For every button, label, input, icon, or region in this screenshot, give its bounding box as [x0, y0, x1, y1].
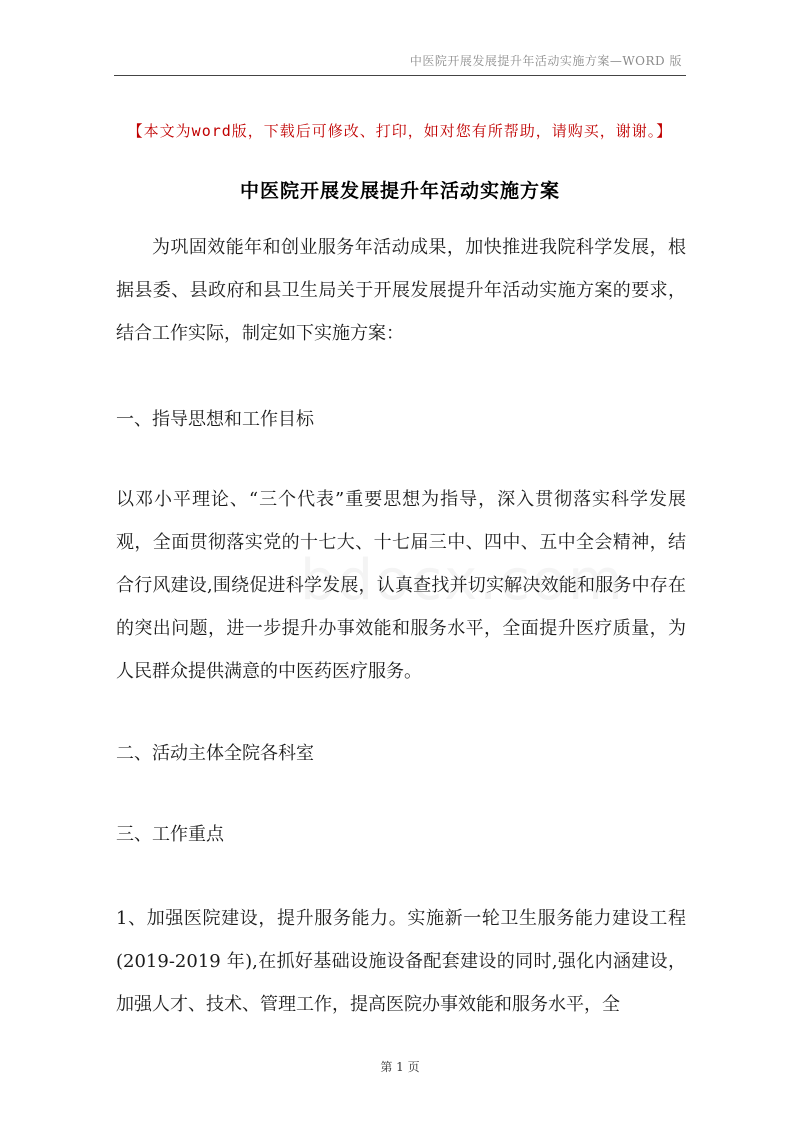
- running-header: 中医院开展发展提升年活动实施方案—WORD 版: [409, 54, 682, 68]
- header-divider: [114, 75, 686, 76]
- intro-paragraph: 为巩固效能年和创业服务年活动成果，加快推进我院科学发展，根据县委、县政府和县卫生局关于开展发展提升年活动实施方案的要求，结合工作实际，制定如下实施方案：: [116, 237, 686, 344]
- section-3-heading: 三、工作重点: [116, 824, 224, 845]
- document-title: 中医院开展发展提升年活动实施方案: [239, 180, 560, 202]
- section-1-heading: 一、指导思想和工作目标: [116, 409, 314, 430]
- section-1-body: 以邓小平理论、“三个代表”重要思想为指导，深入贯彻落实科学发展观，全面贯彻落实党的十七大、十七届三中、四中、五中全会精神，结合行风建设,围绕促进科学发展，认真查找并切实解决效能和服务中存在的突出问题，进一步提升办事效能和服务水平，全面提升医疗质量，为人民群众提供满意的中医药医疗服务。: [116, 489, 686, 682]
- page-number: 第 1 页: [380, 1060, 420, 1074]
- section-2-heading: 二、活动主体全院各科室: [116, 743, 314, 764]
- section-3-item-1: 1、加强医院建设，提升服务能力。实施新一轮卫生服务能力建设工程(2019-2019 年),在抓好基础设施设备配套建设的同时,强化内涵建设，加强人才、技术、管理工作，提高医院办事效能和服务水平，全: [116, 908, 686, 1015]
- download-notice: 【本文为word版，下载后可修改、打印，如对您有所帮助，请购买，谢谢。】: [127, 122, 673, 140]
- watermark: [300, 548, 560, 613]
